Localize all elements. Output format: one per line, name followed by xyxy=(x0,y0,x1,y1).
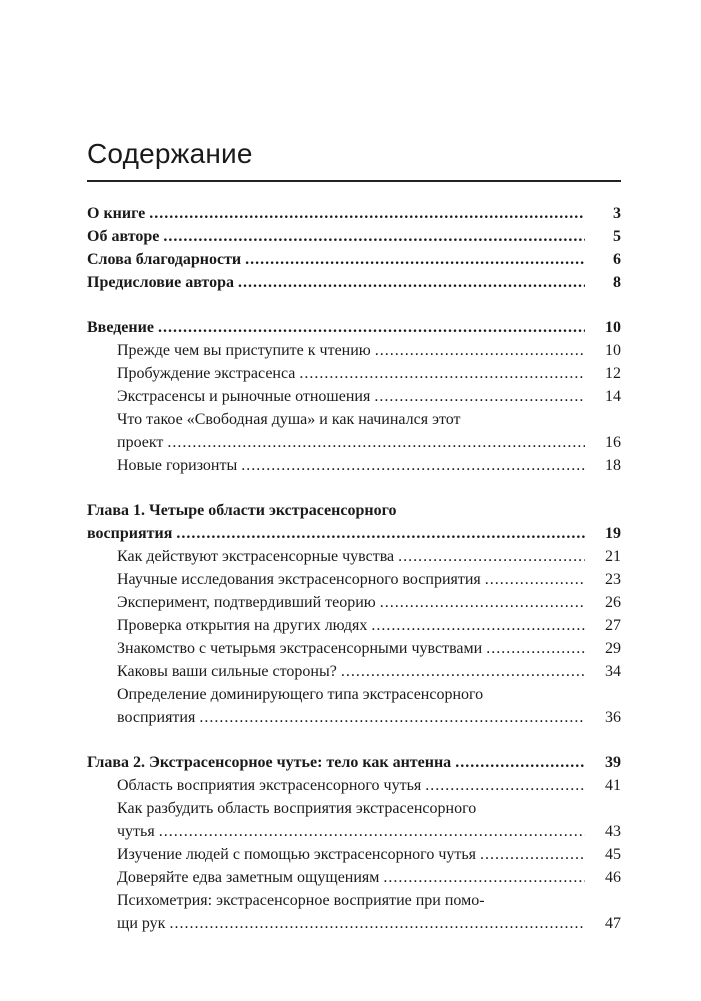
toc-page-number: 47 xyxy=(605,915,621,932)
dot-leader xyxy=(245,248,585,271)
toc-entry-text-line: Как разбудить область восприятия экстрасенсорного xyxy=(117,800,477,817)
dot-leader xyxy=(149,202,585,225)
toc-subentry xyxy=(87,774,621,797)
toc-entry-title: Введение xyxy=(87,319,154,336)
dot-leader xyxy=(375,339,585,362)
toc-subentry xyxy=(87,683,621,729)
dot-leader xyxy=(158,316,585,339)
dot-leader xyxy=(455,751,585,774)
dot-leader xyxy=(199,706,585,729)
toc-subentry xyxy=(87,408,621,454)
toc-chapter-entry xyxy=(87,499,621,545)
toc-chapter-entry xyxy=(87,225,621,248)
toc-page-number: 6 xyxy=(613,251,621,268)
toc-entry-title: чутья xyxy=(117,823,155,840)
dot-leader xyxy=(169,912,585,935)
toc-page-number: 23 xyxy=(605,571,621,588)
toc-entry-title: Предисловие автора xyxy=(87,274,234,291)
toc-subentry xyxy=(87,545,621,568)
dot-leader xyxy=(341,660,585,683)
dot-leader xyxy=(163,225,585,248)
toc-subentry xyxy=(87,454,621,477)
toc-page-number: 39 xyxy=(605,754,621,771)
toc-entry-title: щи рук xyxy=(117,915,166,932)
toc-page-number: 19 xyxy=(605,525,621,542)
toc-entry-title: Экстрасенсы и рыночные отношения xyxy=(117,388,371,405)
toc-subentry xyxy=(87,660,621,683)
page-title: Содержание xyxy=(87,138,253,169)
toc-page-number: 8 xyxy=(613,274,621,291)
toc-section xyxy=(87,499,621,729)
toc-entry-title: Каковы ваши сильные стороны? xyxy=(117,663,337,680)
toc-page-number: 16 xyxy=(605,434,621,451)
toc-page-number: 41 xyxy=(605,777,621,794)
dot-leader xyxy=(485,568,585,591)
dot-leader xyxy=(159,820,585,843)
toc-subentry xyxy=(87,866,621,889)
dot-leader xyxy=(299,362,585,385)
toc-chapter-entry xyxy=(87,202,621,225)
toc-entry-title: Изучение людей с помощью экстрасенсорного чутья xyxy=(117,846,477,863)
toc-entry-title: восприятия xyxy=(117,709,196,726)
toc-entry-title: Как действуют экстрасенсорные чувства xyxy=(117,548,395,565)
toc-page-number: 27 xyxy=(605,617,621,634)
toc-subentry xyxy=(87,889,621,935)
dot-leader xyxy=(374,385,585,408)
toc-chapter-entry xyxy=(87,316,621,339)
toc-page-number: 12 xyxy=(605,365,621,382)
toc-chapter-entry xyxy=(87,248,621,271)
toc-page-number: 10 xyxy=(605,319,621,336)
toc-subentry xyxy=(87,339,621,362)
toc-chapter-entry xyxy=(87,271,621,294)
toc-entry-text-line: Психометрия: экстрасенсорное восприятие при помо- xyxy=(117,892,485,909)
toc-entry-title: Научные исследования экстрасенсорного восприятия xyxy=(117,571,481,588)
toc-chapter-entry xyxy=(87,751,621,774)
toc-subentry xyxy=(87,797,621,843)
toc-entry-text-line: Глава 1. Четыре области экстрасенсорного xyxy=(87,502,397,519)
toc-entry-title: Прежде чем вы приступите к чтению xyxy=(117,342,371,359)
toc-entry-title: Пробуждение экстрасенса xyxy=(117,365,296,382)
toc-entry-title: Новые горизонты xyxy=(117,457,238,474)
toc-page-number: 46 xyxy=(605,869,621,886)
toc-entry-title: Проверка открытия на других людях xyxy=(117,617,368,634)
dot-leader xyxy=(238,271,585,294)
toc-section xyxy=(87,202,621,294)
toc-page-number: 14 xyxy=(605,388,621,405)
toc-entry-title: Слова благодарности xyxy=(87,251,242,268)
dot-leader xyxy=(176,522,585,545)
toc-page-number: 26 xyxy=(605,594,621,611)
toc-entry-title: проект xyxy=(117,434,164,451)
toc-entry-title: Об авторе xyxy=(87,228,160,245)
table-of-contents xyxy=(87,202,621,957)
toc-entry-title: Знакомство с четырьмя экстрасенсорными чувствами xyxy=(117,640,483,657)
dot-leader xyxy=(486,637,585,660)
toc-section xyxy=(87,316,621,477)
toc-entry-title: Эксперимент, подтвердивший теорию xyxy=(117,594,376,611)
toc-page-number: 5 xyxy=(613,228,621,245)
dot-leader xyxy=(383,866,585,889)
dot-leader xyxy=(167,431,585,454)
toc-page-number: 10 xyxy=(605,342,621,359)
toc-page-number: 3 xyxy=(613,205,621,222)
toc-subentry xyxy=(87,385,621,408)
dot-leader xyxy=(371,614,585,637)
toc-page-number: 43 xyxy=(605,823,621,840)
toc-page-number: 34 xyxy=(605,663,621,680)
toc-entry-title: Область восприятия экстрасенсорного чутья xyxy=(117,777,422,794)
toc-subentry xyxy=(87,637,621,660)
toc-page-number: 36 xyxy=(605,709,621,726)
toc-entry-title: Доверяйте едва заметным ощущениям xyxy=(117,869,380,886)
dot-leader xyxy=(380,591,585,614)
toc-subentry xyxy=(87,362,621,385)
dot-leader xyxy=(398,545,585,568)
toc-section xyxy=(87,751,621,935)
toc-subentry xyxy=(87,614,621,637)
toc-page-number: 29 xyxy=(605,640,621,657)
dot-leader xyxy=(241,454,585,477)
toc-subentry xyxy=(87,568,621,591)
toc-entry-title: О книге xyxy=(87,205,146,222)
dot-leader xyxy=(425,774,585,797)
toc-entry-text-line: Что такое «Свободная душа» и как начинался этот xyxy=(117,411,461,428)
title-rule xyxy=(87,180,621,182)
toc-subentry xyxy=(87,843,621,866)
toc-entry-title: Глава 2. Экстрасенсорное чутье: тело как антенна xyxy=(87,754,452,771)
toc-entry-title: восприятия xyxy=(87,525,173,542)
toc-page-number: 18 xyxy=(605,457,621,474)
toc-page-number: 21 xyxy=(605,548,621,565)
dot-leader xyxy=(480,843,585,866)
toc-subentry xyxy=(87,591,621,614)
toc-page-number: 45 xyxy=(605,846,621,863)
toc-entry-text-line: Определение доминирующего типа экстрасенсорного xyxy=(117,686,484,703)
